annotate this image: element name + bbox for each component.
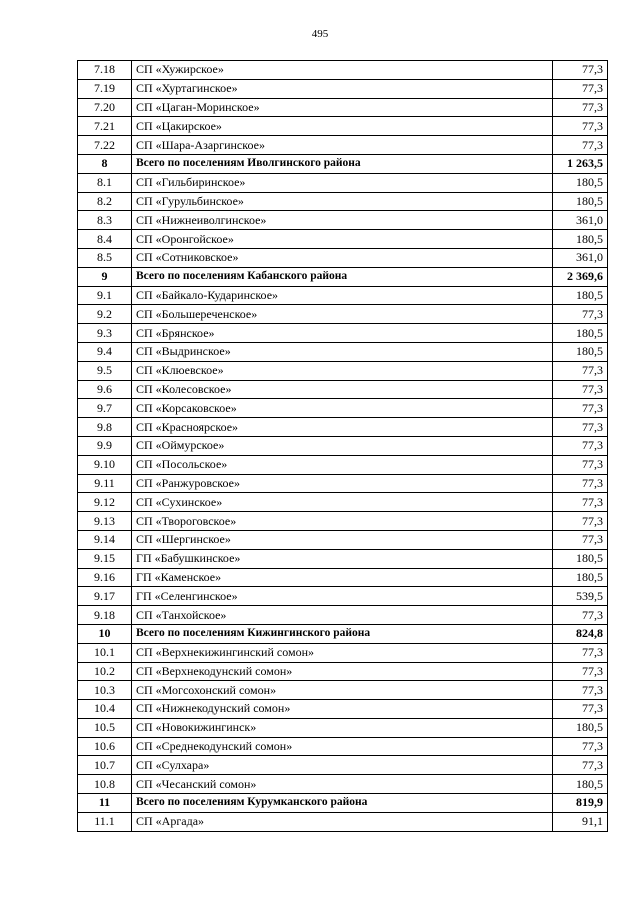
amount-value: 361,0 [553, 248, 608, 267]
row-number: 10 [78, 624, 132, 643]
settlement-name: СП «Аргада» [132, 812, 553, 831]
table-row [78, 718, 608, 737]
row-number: 7.20 [78, 98, 132, 117]
row-number: 9.12 [78, 493, 132, 512]
row-number: 9.4 [78, 342, 132, 361]
amount-value: 819,9 [553, 794, 608, 813]
table-row [78, 286, 608, 305]
settlement-name: ГП «Бабушкинское» [132, 549, 553, 568]
amount-value: 361,0 [553, 211, 608, 230]
settlement-name: СП «Байкало-Кударинское» [132, 286, 553, 305]
row-number: 9.17 [78, 587, 132, 606]
table-row [78, 192, 608, 211]
amount-value: 2 369,6 [553, 267, 608, 286]
row-number: 8.4 [78, 230, 132, 249]
table-row [78, 211, 608, 230]
table-row [78, 436, 608, 455]
settlement-name: СП «Новокижингинск» [132, 718, 553, 737]
row-number: 7.18 [78, 61, 132, 80]
amount-value: 180,5 [553, 718, 608, 737]
amount-value: 180,5 [553, 775, 608, 794]
amount-value: 180,5 [553, 173, 608, 192]
amount-value: 77,3 [553, 756, 608, 775]
row-number: 11 [78, 794, 132, 813]
row-number: 9.5 [78, 361, 132, 380]
amount-value: 77,3 [553, 61, 608, 80]
table-row [78, 756, 608, 775]
table-row [78, 530, 608, 549]
table-row [78, 79, 608, 98]
settlements-table [77, 60, 608, 832]
settlement-name: СП «Выдринское» [132, 342, 553, 361]
district-total-row [78, 794, 608, 813]
amount-value: 1 263,5 [553, 154, 608, 173]
row-number: 9.14 [78, 530, 132, 549]
settlement-name: СП «Корсаковское» [132, 399, 553, 418]
amount-value: 77,3 [553, 681, 608, 700]
table-row [78, 98, 608, 117]
amount-value: 180,5 [553, 324, 608, 343]
row-number: 10.1 [78, 643, 132, 662]
settlement-name: СП «Твороговское» [132, 512, 553, 531]
row-number: 10.4 [78, 700, 132, 719]
amount-value: 77,3 [553, 606, 608, 625]
district-total-row [78, 154, 608, 173]
settlement-name: СП «Верхнекижингинский сомон» [132, 643, 553, 662]
table-row [78, 775, 608, 794]
table-row [78, 173, 608, 192]
table-row [78, 737, 608, 756]
amount-value: 77,3 [553, 436, 608, 455]
settlement-name: СП «Цаган-Моринское» [132, 98, 553, 117]
settlement-name: СП «Большереченское» [132, 305, 553, 324]
table-row [78, 399, 608, 418]
settlement-name: СП «Гурульбинское» [132, 192, 553, 211]
settlement-name: СП «Хуртагинское» [132, 79, 553, 98]
settlement-name: СП «Брянское» [132, 324, 553, 343]
amount-value: 824,8 [553, 624, 608, 643]
table-row [78, 549, 608, 568]
district-total-row [78, 624, 608, 643]
row-number: 8.2 [78, 192, 132, 211]
settlement-name: СП «Среднекодунский сомон» [132, 737, 553, 756]
amount-value: 77,3 [553, 643, 608, 662]
settlement-name: СП «Гильбиринское» [132, 173, 553, 192]
amount-value: 77,3 [553, 474, 608, 493]
settlement-name: СП «Ранжуровское» [132, 474, 553, 493]
table-row [78, 305, 608, 324]
table-row [78, 380, 608, 399]
settlement-name: СП «Сотниковское» [132, 248, 553, 267]
settlement-name: СП «Сухинское» [132, 493, 553, 512]
settlement-name: СП «Колесовское» [132, 380, 553, 399]
table-row [78, 361, 608, 380]
row-number: 9.16 [78, 568, 132, 587]
page-number: 495 [311, 28, 329, 40]
table-row [78, 493, 608, 512]
settlement-name: СП «Могсохонский сомон» [132, 681, 553, 700]
amount-value: 77,3 [553, 136, 608, 155]
row-number: 8.1 [78, 173, 132, 192]
table-row [78, 136, 608, 155]
table-row [78, 681, 608, 700]
amount-value: 77,3 [553, 305, 608, 324]
settlement-name: СП «Нижнеиволгинское» [132, 211, 553, 230]
row-number: 10.3 [78, 681, 132, 700]
amount-value: 77,3 [553, 98, 608, 117]
table-row [78, 587, 608, 606]
settlement-name: СП «Верхнекодунский сомон» [132, 662, 553, 681]
table-row [78, 117, 608, 136]
amount-value: 77,3 [553, 530, 608, 549]
table-row [78, 474, 608, 493]
row-number: 9.8 [78, 418, 132, 437]
table-row [78, 643, 608, 662]
settlement-name: ГП «Каменское» [132, 568, 553, 587]
settlement-name: СП «Клюевское» [132, 361, 553, 380]
settlement-name: СП «Танхойское» [132, 606, 553, 625]
table-row [78, 662, 608, 681]
table-row [78, 418, 608, 437]
row-number: 9.7 [78, 399, 132, 418]
row-number: 10.6 [78, 737, 132, 756]
settlement-name: СП «Оймурское» [132, 436, 553, 455]
amount-value: 180,5 [553, 342, 608, 361]
amount-value: 77,3 [553, 662, 608, 681]
settlement-name: Всего по поселениям Курумканского района [132, 794, 553, 813]
amount-value: 77,3 [553, 455, 608, 474]
row-number: 9.9 [78, 436, 132, 455]
table-row [78, 230, 608, 249]
row-number: 8 [78, 154, 132, 173]
amount-value: 77,3 [553, 493, 608, 512]
settlement-name: Всего по поселениям Кабанского района [132, 267, 553, 286]
table-body [78, 61, 608, 832]
row-number: 9.10 [78, 455, 132, 474]
settlement-name: СП «Красноярское» [132, 418, 553, 437]
settlement-name: ГП «Селенгинское» [132, 587, 553, 606]
table-row [78, 324, 608, 343]
settlement-name: Всего по поселениям Кижингинского района [132, 624, 553, 643]
table-row [78, 700, 608, 719]
amount-value: 539,5 [553, 587, 608, 606]
amount-value: 77,3 [553, 117, 608, 136]
table-row [78, 568, 608, 587]
settlement-name: Всего по поселениям Иволгинского района [132, 154, 553, 173]
table-row [78, 248, 608, 267]
row-number: 8.3 [78, 211, 132, 230]
amount-value: 77,3 [553, 380, 608, 399]
amount-value: 77,3 [553, 737, 608, 756]
settlement-name: СП «Посольское» [132, 455, 553, 474]
amount-value: 91,1 [553, 812, 608, 831]
row-number: 7.22 [78, 136, 132, 155]
row-number: 9.2 [78, 305, 132, 324]
row-number: 10.8 [78, 775, 132, 794]
amount-value: 180,5 [553, 230, 608, 249]
settlement-name: СП «Цакирское» [132, 117, 553, 136]
table-row [78, 455, 608, 474]
row-number: 11.1 [78, 812, 132, 831]
row-number: 7.21 [78, 117, 132, 136]
amount-value: 77,3 [553, 361, 608, 380]
amount-value: 180,5 [553, 286, 608, 305]
row-number: 9.3 [78, 324, 132, 343]
row-number: 9.11 [78, 474, 132, 493]
amount-value: 180,5 [553, 568, 608, 587]
row-number: 9.15 [78, 549, 132, 568]
amount-value: 77,3 [553, 418, 608, 437]
row-number: 10.2 [78, 662, 132, 681]
settlement-name: СП «Сулхара» [132, 756, 553, 775]
district-total-row [78, 267, 608, 286]
table-row [78, 512, 608, 531]
table-row [78, 606, 608, 625]
settlement-name: СП «Оронгойское» [132, 230, 553, 249]
amount-value: 77,3 [553, 700, 608, 719]
settlement-name: СП «Шергинское» [132, 530, 553, 549]
settlement-name: СП «Чесанский сомон» [132, 775, 553, 794]
settlement-name: СП «Нижнекодунский сомон» [132, 700, 553, 719]
amount-value: 180,5 [553, 549, 608, 568]
row-number: 9.18 [78, 606, 132, 625]
row-number: 9 [78, 267, 132, 286]
row-number: 9.1 [78, 286, 132, 305]
amount-value: 77,3 [553, 399, 608, 418]
amount-value: 77,3 [553, 512, 608, 531]
amount-value: 180,5 [553, 192, 608, 211]
row-number: 10.5 [78, 718, 132, 737]
settlement-name: СП «Шара-Азаргинское» [132, 136, 553, 155]
table-row [78, 61, 608, 80]
row-number: 9.6 [78, 380, 132, 399]
settlement-name: СП «Хужирское» [132, 61, 553, 80]
row-number: 8.5 [78, 248, 132, 267]
table-row [78, 342, 608, 361]
table-row [78, 812, 608, 831]
amount-value: 77,3 [553, 79, 608, 98]
row-number: 9.13 [78, 512, 132, 531]
row-number: 7.19 [78, 79, 132, 98]
row-number: 10.7 [78, 756, 132, 775]
